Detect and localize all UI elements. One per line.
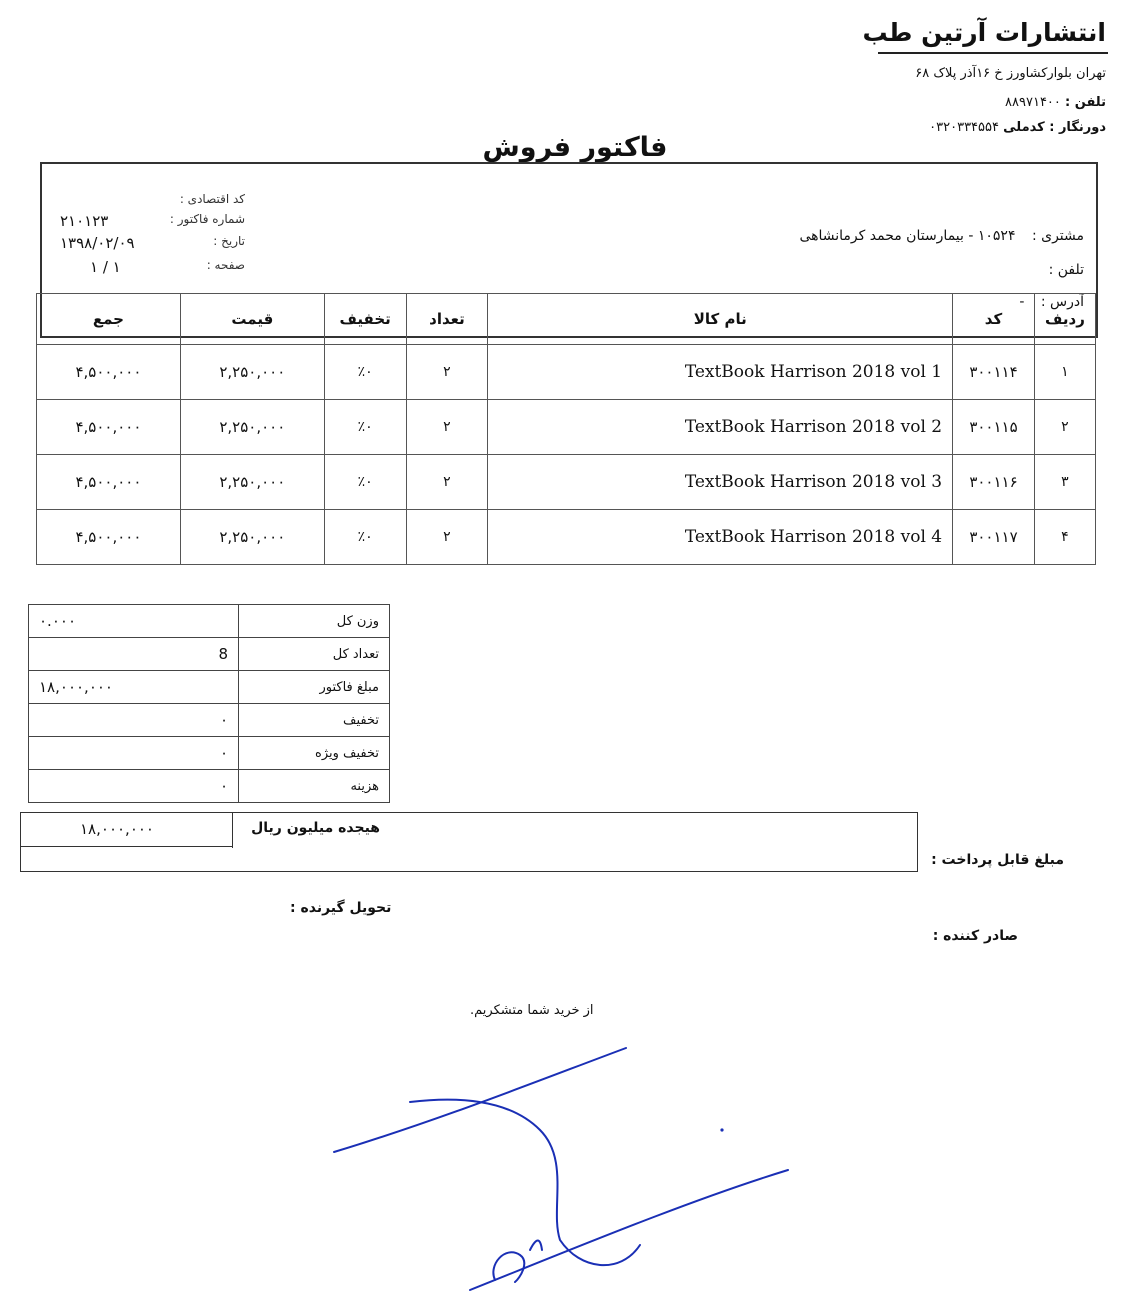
- row-index: ۴: [1034, 510, 1095, 565]
- thanks-message: از خرید شما متشکریم.: [470, 1003, 594, 1018]
- discount-label: تخفیف: [239, 704, 390, 737]
- row-discount: ٪۰: [324, 510, 406, 565]
- items-table: [36, 293, 1096, 565]
- invoice-amount-label: مبلغ فاکتور: [239, 671, 390, 704]
- customer-value: ۱۰۵۲۴ - بیمارستان محمد کرمانشاهی: [799, 228, 1016, 244]
- payable-label: مبلغ قابل پرداخت :: [931, 852, 1064, 868]
- row-name: TextBook Harrison 2018 vol 1: [488, 345, 953, 400]
- company-name: انتشارات آرتین طب: [862, 18, 1106, 47]
- row-price: ۲,۲۵۰,۰۰۰: [180, 400, 324, 455]
- table-row: [37, 455, 1096, 510]
- invoice-number-line: [50, 212, 245, 234]
- company-underline: [878, 52, 1108, 54]
- header-row: ردیف: [1034, 294, 1095, 345]
- phone-label: تلفن :: [1065, 95, 1106, 110]
- totals-row: [29, 770, 390, 803]
- row-qty: ۲: [406, 455, 488, 510]
- header-name: نام کالا: [488, 294, 953, 345]
- page-label: صفحه :: [206, 258, 245, 272]
- table-row: [37, 510, 1096, 565]
- signature-stroke: [493, 1252, 524, 1282]
- discount-value: ۰: [29, 704, 239, 737]
- payable-box: [20, 812, 920, 874]
- cost-label: هزینه: [239, 770, 390, 803]
- items-header-row: [37, 294, 1096, 345]
- row-name: TextBook Harrison 2018 vol 4: [488, 510, 953, 565]
- totals-row: [29, 704, 390, 737]
- totals-row: [29, 737, 390, 770]
- payable-divider: [20, 846, 233, 847]
- payable-frame: [20, 812, 918, 872]
- signature-stroke: [410, 1100, 640, 1266]
- payable-amount: ۱۸,۰۰۰,۰۰۰: [80, 820, 154, 838]
- header-qty: تعداد: [406, 294, 488, 345]
- customer-line: [799, 228, 1084, 244]
- row-total: ۴,۵۰۰,۰۰۰: [37, 455, 181, 510]
- row-discount: ٪۰: [324, 400, 406, 455]
- header-code: کد: [953, 294, 1035, 345]
- row-code: ۳۰۰۱۱۷: [953, 510, 1035, 565]
- invoice-number-label: شماره فاکتور :: [169, 212, 245, 226]
- row-total: ۴,۵۰۰,۰۰۰: [37, 510, 181, 565]
- row-name: TextBook Harrison 2018 vol 3: [488, 455, 953, 510]
- row-price: ۲,۲۵۰,۰۰۰: [180, 455, 324, 510]
- row-code: ۳۰۰۱۱۵: [953, 400, 1035, 455]
- issuer-label: صادر کننده :: [932, 928, 1018, 944]
- row-index: ۱: [1034, 345, 1095, 400]
- signature-stroke: [334, 1048, 626, 1152]
- company-address: تهران بلوارکشاورز خ ۱۶آذر پلاک ۶۸: [915, 66, 1106, 81]
- header-discount: تخفیف: [324, 294, 406, 345]
- receiver-label: تحویل گیرنده :: [290, 900, 392, 916]
- totals-table: [28, 604, 390, 803]
- customer-address-value: -: [1019, 294, 1025, 310]
- invoice-meta: [50, 188, 250, 278]
- invoice-date-label: تاریخ :: [213, 234, 245, 248]
- row-qty: ۲: [406, 510, 488, 565]
- company-phone: [1005, 95, 1106, 110]
- customer-address-label: آدرس :: [1040, 294, 1084, 310]
- row-price: ۲,۲۵۰,۰۰۰: [180, 510, 324, 565]
- company-fax: [929, 120, 1106, 135]
- side-watermark: [6, 160, 30, 340]
- signature-stroke: [530, 1241, 542, 1250]
- invoice-title: فاکتور فروش: [482, 132, 668, 163]
- total-weight-value: ۰.۰۰۰: [29, 605, 239, 638]
- signature-dot: [720, 1128, 723, 1131]
- row-price: ۲,۲۵۰,۰۰۰: [180, 345, 324, 400]
- invoice-date-line: [50, 234, 245, 256]
- total-count-value: 8: [29, 638, 239, 671]
- customer-phone-line: [1049, 262, 1084, 278]
- header-price: قیمت: [180, 294, 324, 345]
- page-value: ۱ / ۱: [90, 258, 121, 276]
- row-code: ۳۰۰۱۱۴: [953, 345, 1035, 400]
- fax-label: دورنگار : کدملی: [1003, 120, 1106, 135]
- totals-row: [29, 638, 390, 671]
- customer-phone-label: تلفن :: [1048, 262, 1084, 278]
- economic-code-label: کد اقتصادی :: [179, 192, 245, 206]
- header-total: جمع: [37, 294, 181, 345]
- special-discount-label: تخفیف ویژه: [239, 737, 390, 770]
- row-discount: ٪۰: [324, 345, 406, 400]
- invoice-date-value: ۱۳۹۸/۰۲/۰۹: [60, 234, 135, 252]
- fax-value: ۰۳۲۰۳۳۴۵۵۴: [929, 120, 999, 135]
- signature-image: [320, 1040, 800, 1300]
- row-discount: ٪۰: [324, 455, 406, 510]
- customer-label: مشتری :: [1031, 228, 1084, 244]
- table-row: [37, 345, 1096, 400]
- payable-divider-vertical: [232, 812, 233, 848]
- cost-value: ۰: [29, 770, 239, 803]
- table-row: [37, 400, 1096, 455]
- row-qty: ۲: [406, 345, 488, 400]
- economic-code-line: [50, 192, 245, 214]
- invoice-number-value: ۲۱۰۱۲۳: [60, 212, 109, 230]
- invoice-amount-value: ۱۸,۰۰۰,۰۰۰: [29, 671, 239, 704]
- total-count-label: تعداد کل: [239, 638, 390, 671]
- page-line: [50, 258, 245, 280]
- row-code: ۳۰۰۱۱۶: [953, 455, 1035, 510]
- row-qty: ۲: [406, 400, 488, 455]
- row-index: ۳: [1034, 455, 1095, 510]
- payable-amount-words: هیجده میلیون ریال: [251, 820, 380, 836]
- row-name: TextBook Harrison 2018 vol 2: [488, 400, 953, 455]
- row-total: ۴,۵۰۰,۰۰۰: [37, 345, 181, 400]
- row-index: ۲: [1034, 400, 1095, 455]
- signature-stroke: [470, 1170, 788, 1290]
- totals-row: [29, 671, 390, 704]
- row-total: ۴,۵۰۰,۰۰۰: [37, 400, 181, 455]
- special-discount-value: ۰: [29, 737, 239, 770]
- totals-row: [29, 605, 390, 638]
- phone-value: ۸۸۹۷۱۴۰۰: [1005, 95, 1061, 110]
- total-weight-label: وزن کل: [239, 605, 390, 638]
